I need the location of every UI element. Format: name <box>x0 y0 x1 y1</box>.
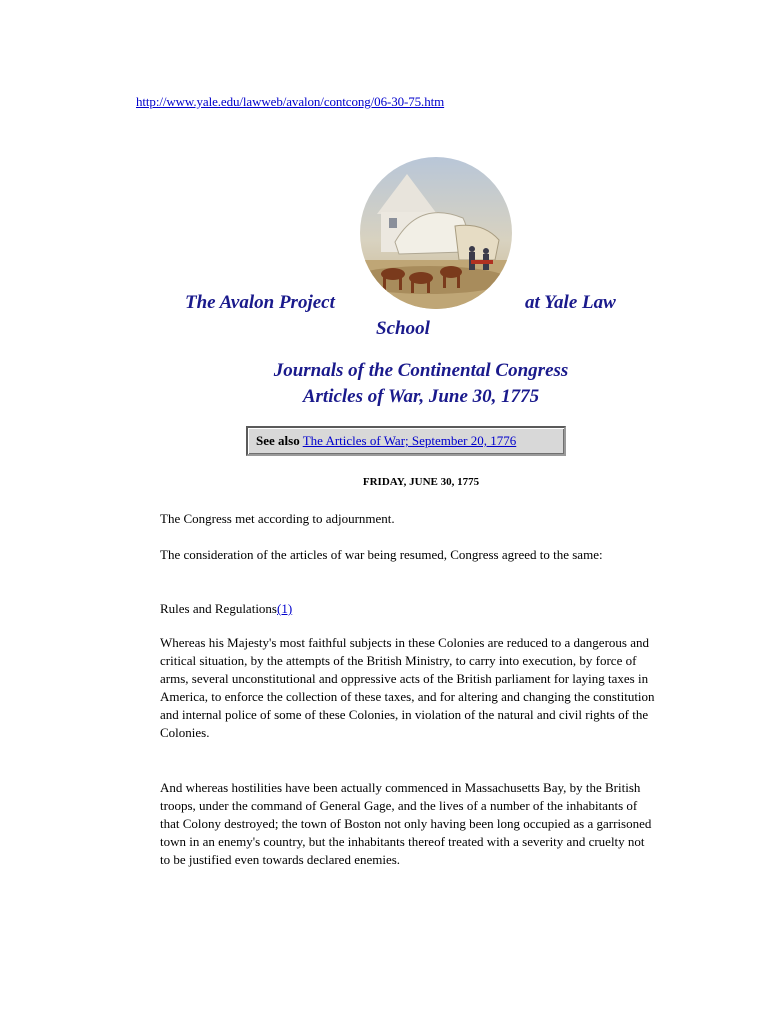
see-also-label: See also <box>256 433 300 448</box>
articles-of-war-1776-link[interactable]: The Articles of War; September 20, 1776 <box>302 433 517 448</box>
journals-heading: Journals of the Continental Congress <box>273 360 569 381</box>
avalon-emblem-image <box>359 156 513 310</box>
yale-law-title: at Yale Law <box>525 292 616 313</box>
paragraph-whereas-1: Whereas his Majesty's most faithful subjects in these Colonies are reduced to a dangerous and critical situation, by the attempts of the British Ministry, to carry into execution, by force of arms, several unconstitutional and oppressive acts of the British parliament for laying taxes in America, to enforce the collection of these taxes, and for altering and changing the constitution and internal police of some of these Colonies, in violation of the natural and civil rights of the Colonies. <box>160 635 655 740</box>
avalon-project-title: The Avalon Project <box>185 292 335 313</box>
paragraph-consideration: The consideration of the articles of war being resumed, Congress agreed to the same: <box>160 547 603 562</box>
date-heading: FRIDAY, JUNE 30, 1775 <box>362 476 480 488</box>
articles-heading: Articles of War, June 30, 1775 <box>302 386 540 407</box>
wagon-scene-illustration <box>359 156 513 310</box>
footnote-1-link[interactable]: (1) <box>277 601 293 616</box>
paragraph-rules <box>160 600 655 618</box>
source-url-link[interactable]: http://www.yale.edu/lawweb/avalon/contcong/06-30-75.htm <box>136 94 445 109</box>
see-also-box <box>246 426 566 456</box>
paragraph-congress-met: The Congress met according to adjournment. <box>160 511 395 526</box>
paragraph-whereas-2: And whereas hostilities have been actually commenced in Massachusetts Bay, by the British troops, under the command of General Gage, and the lives of a number of the inhabitants of that Colony destroyed; the town of Boston not only having been long occupied as a garrisoned town in an enemy's country, but the inhabitants thereof treated with a severity and cruelty not to be justified even towards declared enemies. <box>160 780 652 867</box>
rules-text: Rules and Regulations <box>160 601 277 616</box>
school-title: School <box>376 318 430 339</box>
